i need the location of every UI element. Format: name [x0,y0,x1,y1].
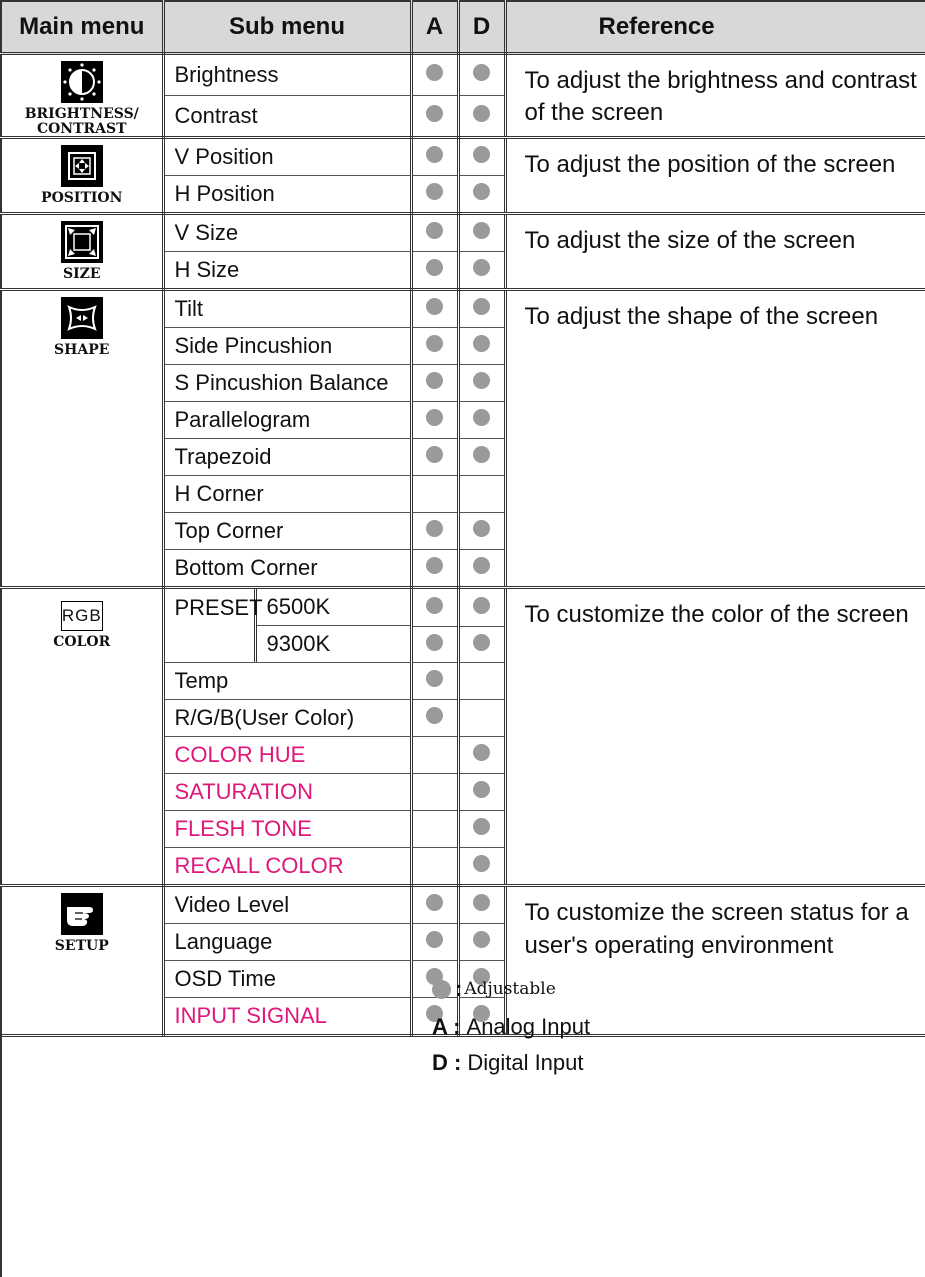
size-icon [61,221,103,263]
legend [0,958,925,1277]
main-menu-label: POSITION [41,190,123,207]
adjustable-bullet [426,183,443,200]
adjustable-bullet [473,335,490,352]
brightness-icon [61,61,103,103]
sub-menu-item: Top Corner [163,513,411,550]
main-menu-label: COLOR [53,634,111,651]
sub-menu-item: Parallelogram [163,402,411,439]
adjustable-bullet [426,894,443,911]
main-menu-position [1,138,163,214]
sub-menu-item: Bottom Corner [163,550,411,588]
sub-menu-item: Language [163,924,411,961]
sub-menu-item: V Size [163,214,411,252]
adjustable-bullet [426,520,443,537]
main-menu-label: CONTRAST [36,120,127,137]
main-menu-label: SIZE [62,266,101,283]
adjustable-bullet [473,183,490,200]
adjustable-bullet [426,446,443,463]
reference-text: To adjust the shape of the screen [505,290,925,588]
adjustable-bullet [426,372,443,389]
legend-sep: : [455,976,463,1001]
reference-text: To adjust the position of the screen [505,138,925,214]
setup-hand-icon [61,893,103,935]
sub-menu-item: FLESH TONE [163,811,411,848]
legend-d-text: Digital Input [467,1050,584,1075]
menu-row [1,214,925,252]
adjustable-bullet [473,298,490,315]
header-reference: Reference [505,1,925,54]
preset-cell [163,588,411,663]
header-analog: A [411,1,458,54]
legend-adjustable-text: Adjustable [464,979,556,999]
main-menu-size [1,214,163,290]
menu-row [1,138,925,176]
adjustable-bullet [473,557,490,574]
sub-menu-item: H Corner [163,476,411,513]
legend-d-key: D : [432,1050,462,1075]
main-menu-label: SETUP [54,938,109,955]
shape-icon [61,297,103,339]
adjustable-bullet [473,446,490,463]
adjustable-bullet [473,105,490,122]
adjustable-bullet [473,931,490,948]
adjustable-bullet [473,855,490,872]
main-menu-color [1,588,163,886]
main-menu-brightness [1,54,163,138]
header-row [1,1,925,54]
preset-value: 9300K [266,631,331,657]
adjustable-bullet [426,298,443,315]
legend-a-key: A : [432,1014,461,1039]
adjustable-bullet [426,146,443,163]
legend-analog [432,1014,590,1040]
adjustable-bullet [432,980,451,999]
sub-menu-item: Video Level [163,886,411,924]
adjustable-bullet [473,409,490,426]
sub-menu-item: RECALL COLOR [163,848,411,886]
header-sub-menu: Sub menu [163,1,411,54]
adjustable-bullet [473,146,490,163]
adjustable-bullet [426,670,443,687]
sub-menu-item: V Position [163,138,411,176]
rgb-icon-text: RGB [61,606,102,626]
adjustable-bullet [473,744,490,761]
rgb-icon [61,601,103,631]
adjustable-bullet [426,707,443,724]
sub-menu-item: Temp [163,663,411,700]
adjustable-bullet [426,259,443,276]
adjustable-bullet [426,557,443,574]
sub-menu-item: Tilt [163,290,411,328]
preset-value: 6500K [257,589,410,626]
adjustable-bullet [426,931,443,948]
legend-digital [432,1050,584,1076]
sub-menu-item: Brightness [163,54,411,96]
legend-adjustable [432,976,556,1002]
adjustable-bullet [473,259,490,276]
sub-menu-item: Trapezoid [163,439,411,476]
sub-menu-item: Side Pincushion [163,328,411,365]
menu-row [1,588,925,626]
adjustable-bullet [473,64,490,81]
adjustable-bullet [473,781,490,798]
menu-row [1,54,925,96]
reference-text: To customize the color of the screen [505,588,925,886]
reference-text: To adjust the brightness and contrast of the screen [505,54,925,138]
main-menu-label: BRIGHTNESS/ [24,106,139,122]
sub-menu-item: H Position [163,176,411,214]
adjustable-bullet [426,409,443,426]
adjustable-bullet [473,372,490,389]
adjustable-bullet [426,222,443,239]
reference-text: To adjust the size of the screen [505,214,925,290]
adjustable-bullet [426,64,443,81]
adjustable-bullet [473,222,490,239]
adjustable-bullet [426,335,443,352]
sub-menu-item: OSD Time [163,961,411,998]
sub-menu-item: H Size [163,252,411,290]
menu-row [1,290,925,328]
header-digital: D [458,1,505,54]
position-icon [61,145,103,187]
adjustable-bullet [473,634,490,651]
sub-menu-item: Contrast [163,96,411,138]
adjustable-bullet [426,105,443,122]
menu-row [1,886,925,924]
sub-menu-item: S Pincushion Balance [163,365,411,402]
reference-text: To customize the screen status for a user's operating environment [505,886,925,1036]
sub-menu-item: SATURATION [163,774,411,811]
preset-label: PRESET [165,589,257,662]
adjustable-bullet [473,597,490,614]
sub-menu-item: R/G/B(User Color) [163,700,411,737]
header-main-menu: Main menu [1,1,163,54]
adjustable-bullet [473,818,490,835]
sub-menu-item: COLOR HUE [163,737,411,774]
adjustable-bullet [473,520,490,537]
adjustable-bullet [426,597,443,614]
sub-menu-item: INPUT SIGNAL [163,998,411,1036]
main-menu-label: SHAPE [54,342,110,359]
adjustable-bullet [426,634,443,651]
legend-a-text: Analog Input [466,1014,591,1039]
adjustable-bullet [473,894,490,911]
main-menu-shape [1,290,163,588]
